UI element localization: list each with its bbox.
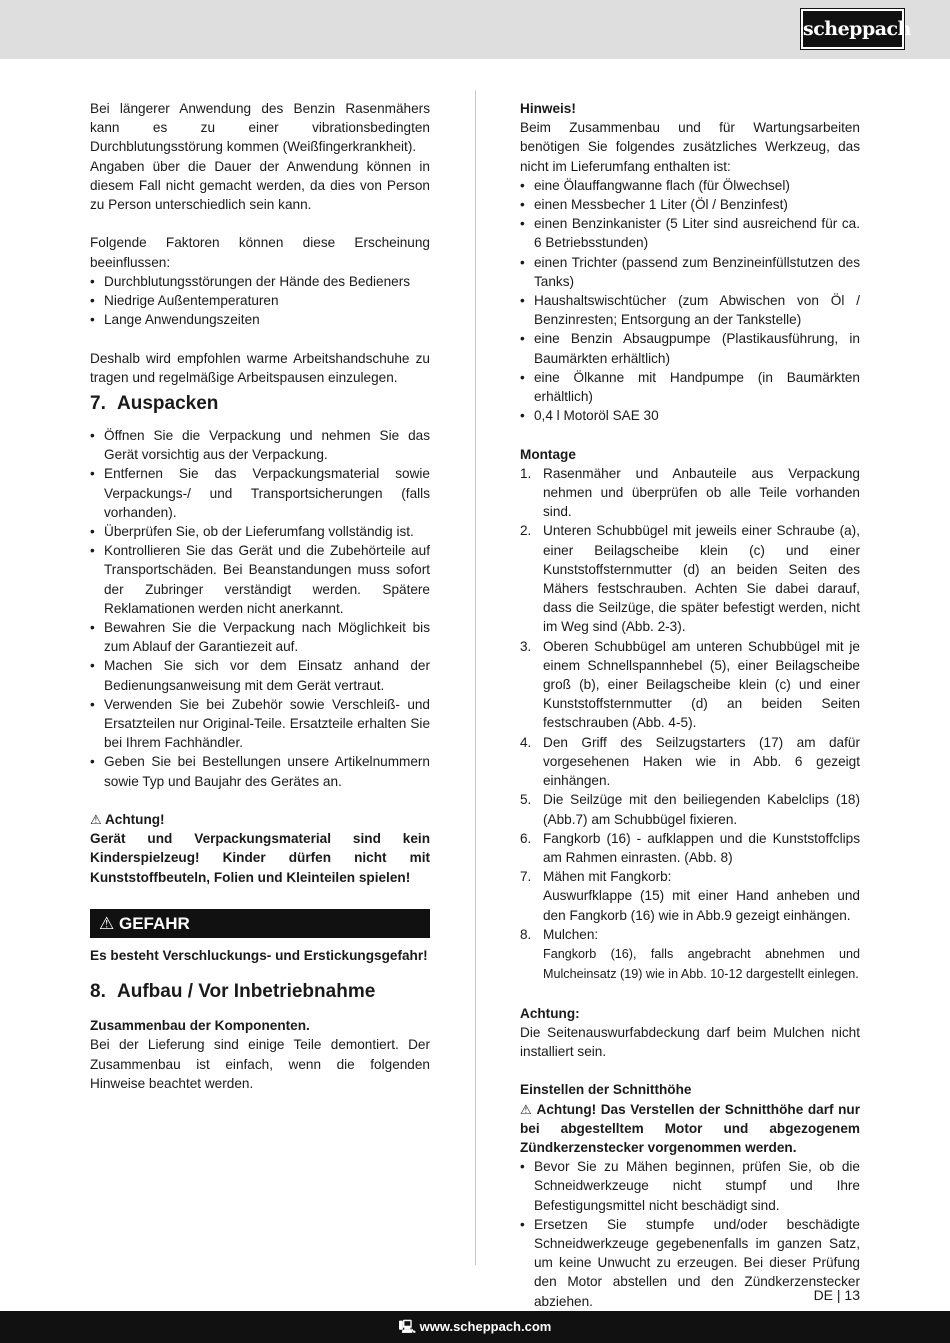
step-number: 3.: [520, 638, 532, 654]
step-subtext: Auswurfklappe (15) mit einer Hand anheben und den Fangkorb (16) wie in Abb.9 gezeigt einhängen.: [543, 888, 860, 923]
step-text: Fangkorb (16) - aufklappen und die Kunststoffclips am Rahmen einrasten. (Abb. 8): [543, 830, 860, 865]
cut-height-warning-text: Achtung! Das Verstellen der Schnitthöhe darf nur bei abgestelltem Motor und abgezogenem Zündkerzenstecker vorgenommen werden.: [520, 1101, 860, 1155]
list-item: [520, 733, 860, 791]
step-number: 1.: [520, 465, 532, 481]
danger-text: Es besteht Verschluckungs- und Erstickungsgefahr!: [90, 948, 428, 964]
list-item: [520, 521, 860, 636]
list-item: • einen Benzinkanister (5 Liter sind ausreichend für ca. 6 Betriebsstunden): [520, 214, 860, 252]
column-divider: [475, 90, 476, 1265]
list-item: • eine Ölkanne mit Handpumpe (in Baumärkten erhältlich): [520, 368, 860, 406]
montage-title: Montage: [520, 446, 576, 462]
website-link[interactable]: www.scheppach.com: [419, 1319, 552, 1334]
unpacking-list: [90, 426, 430, 791]
intro-paragraph-1: Bei längerer Anwendung des Benzin Rasenmähers kann es zu einer vibrationsbedingten Durchblutungsstörung kommen (Weißfingerkrankheit).: [90, 101, 430, 155]
list-item: • Bewahren Sie die Verpackung nach Möglichkeit bis zum Ablauf der Garantiezeit auf.: [90, 618, 430, 656]
list-item: • Niedrige Außentemperaturen: [90, 291, 430, 310]
assembly-subheading: Zusammenbau der Komponenten.: [90, 1018, 310, 1034]
list-item: • Kontrollieren Sie das Gerät und die Zubehörteile auf Transportschäden. Bei Beanstandungen muss sofort der Zubringer verständigt werden. Spätere Reklamationen werden nicht anerkannt.: [90, 541, 430, 618]
monitor-icon: 🖳: [398, 1319, 416, 1334]
list-item: [520, 790, 860, 828]
step-subtext: Fangkorb (16), falls angebracht abnehmen und Mulcheinsatz (19) wie in Abb. 10-12 dargestellt einlegen.: [543, 946, 860, 982]
step-number: 4.: [520, 734, 532, 750]
list-item: [520, 637, 860, 733]
list-item: • Öffnen Sie die Verpackung und nehmen Sie das Gerät vorsichtig aus der Verpackung.: [90, 426, 430, 464]
warning-triangle-icon: ⚠: [90, 812, 102, 828]
step-text: Oberen Schubbügel am unteren Schubbügel mit je einem Schnellspannhebel (5), einer Beilagscheibe groß (b), einer Beilagscheibe klein (c) und einer Kunststoffsternmutter (d) an beiden Seiten festschrauben (Abb. 4-5).: [543, 638, 860, 731]
list-item: • Verwenden Sie bei Zubehör sowie Verschleiß- und Ersatzteilen nur Original-Teile. Ersatzteile erhalten Sie bei Ihrem Fachhändler.: [90, 695, 430, 753]
list-item: • Bevor Sie zu Mähen beginnen, prüfen Sie, ob die Schneidwerkzeuge nicht stumpf und Ihre Befestigungsmittel nicht beschädigt sind.: [520, 1157, 860, 1215]
hint-title: Hinweis!: [520, 101, 576, 116]
step-number: 8.: [520, 926, 532, 942]
list-item: • Lange Anwendungszeiten: [90, 310, 430, 329]
step-text: Die Seilzüge mit den beiliegenden Kabelclips (18) (Abb.7) am Schubbügel fixieren.: [543, 792, 860, 827]
list-item: • Überprüfen Sie, ob der Lieferumfang vollständig ist.: [90, 522, 430, 541]
cut-height-list: [520, 1157, 860, 1311]
attention-heading: [90, 810, 430, 829]
danger-label: GEFAHR: [118, 914, 190, 934]
factors-list: [90, 272, 430, 330]
footer-band: [0, 1311, 950, 1343]
cut-height-warning: [520, 1100, 860, 1158]
step-text: Rasenmäher und Anbauteile aus Verpackung nehmen und überprüfen ob alle Teile vorhanden sind.: [543, 465, 860, 520]
hint-text: Beim Zusammenbau und für Wartungsarbeiten benötigen Sie folgendes zusätzliches Werkzeug, das nicht im Lieferumfang enthalten ist:: [520, 120, 860, 174]
brand-logo: scheppach: [801, 9, 904, 49]
step-text: Mulchen:: [543, 926, 599, 942]
list-item: [520, 464, 860, 522]
intro-paragraph-2: Angaben über die Dauer der Anwendung können in diesem Fall nicht gemacht werden, da dies von Person zu Person unterschiedlich sein kann.: [90, 158, 430, 213]
list-item: • eine Ölauffangwanne flach (für Ölwechsel): [520, 176, 860, 195]
step-number: 7.: [520, 869, 532, 885]
list-item: • eine Benzin Absaugpumpe (Plastikausführung, in Baumärkten erhältlich): [520, 329, 860, 367]
left-column: [90, 99, 430, 1093]
list-item: • Haushaltswischtücher (zum Abwischen von Öl / Benzinresten; Entsorgung an der Tankstelle): [520, 291, 860, 329]
section-heading-8: [90, 965, 430, 1014]
step-number: 6.: [520, 830, 532, 846]
section-title: Aufbau / Vor Inbetriebnahme: [117, 981, 376, 1003]
assembly-text: Bei der Lieferung sind einige Teile demontiert. Der Zusammenbau ist einfach, wenn die folgenden Hinweise beachtet werden.: [90, 1037, 430, 1091]
attention-title: Achtung!: [104, 812, 165, 828]
step-number: 5.: [520, 792, 532, 808]
attention-text: Gerät und Verpackungsmaterial sind kein Kinderspielzeug! Kinder dürfen nicht mit Kunststoffbeuteln, Folien und Kleinteilen spielen!: [90, 831, 430, 885]
warning-triangle-icon: ⚠: [99, 914, 115, 934]
list-item: • Durchblutungsstörungen der Hände des Bedieners: [90, 272, 430, 291]
section-number: 7.: [90, 393, 106, 415]
list-item: • Geben Sie bei Bestellungen unsere Artikelnummern sowie Typ und Baujahr des Gerätes an.: [90, 752, 430, 790]
section-heading-7: [90, 387, 430, 426]
list-item: [520, 829, 860, 867]
tools-list: [520, 176, 860, 426]
list-item: • einen Messbecher 1 Liter (Öl / Benzinfest): [520, 195, 860, 214]
danger-banner: [90, 909, 430, 938]
list-item: • Machen Sie sich vor dem Einsatz anhand der Bedienungsanweisung mit dem Gerät vertraut.: [90, 656, 430, 694]
list-item: [520, 867, 860, 925]
list-item: [520, 925, 860, 985]
note-title: Achtung:: [520, 1005, 580, 1021]
list-item: • 0,4 l Motoröl SAE 30: [520, 406, 860, 425]
step-text: Unteren Schubbügel mit jeweils einer Schraube (a), einer Beilagscheibe klein (c) und einer Kunststoffsternmutter (d) an beiden Seiten des Mähers festschrauben. Achten Sie dabei darauf, dass die Seilzüge, die später befestigt werden, nicht im Weg sind (Abb. 2-3).: [543, 523, 860, 635]
page-number: DE | 13: [813, 1287, 860, 1303]
list-item: • einen Trichter (passend zum Benzineinfüllstutzen des Tanks): [520, 253, 860, 291]
montage-steps: [520, 464, 860, 984]
recommendation-paragraph: Deshalb wird empfohlen warme Arbeitshandschuhe zu tragen und regelmäßige Arbeitspausen einzulegen.: [90, 350, 430, 385]
step-text: Mähen mit Fangkorb:: [543, 869, 672, 885]
list-item: • Entfernen Sie das Verpackungsmaterial sowie Verpackungs-/ und Transportsicherungen (falls vorhanden).: [90, 464, 430, 522]
step-number: 2.: [520, 523, 532, 539]
cut-height-title: Einstellen der Schnitthöhe: [520, 1082, 692, 1098]
section-title: Auspacken: [117, 393, 219, 415]
step-text: Den Griff des Seilzugstarters (17) am dafür vorgesehenen Haken wie in Abb. 6 gezeigt einhängen.: [543, 734, 860, 789]
warning-triangle-icon: ⚠: [520, 1101, 533, 1117]
note-text: Die Seitenauswurfabdeckung darf beim Mulchen nicht installiert sein.: [520, 1024, 860, 1059]
right-column: [520, 99, 860, 1311]
factors-intro: Folgende Faktoren können diese Erscheinung beeinflussen:: [90, 235, 430, 270]
list-item: • Ersetzen Sie stumpfe und/oder beschädigte Schneidwerkzeuge gegebenenfalls im ganzen Satz, um keine Unwucht zu erzeugen. Bei dieser Prüfung den Motor abstellen und den Zündkerzenstecker abziehen.: [520, 1215, 860, 1311]
section-number: 8.: [90, 981, 106, 1003]
